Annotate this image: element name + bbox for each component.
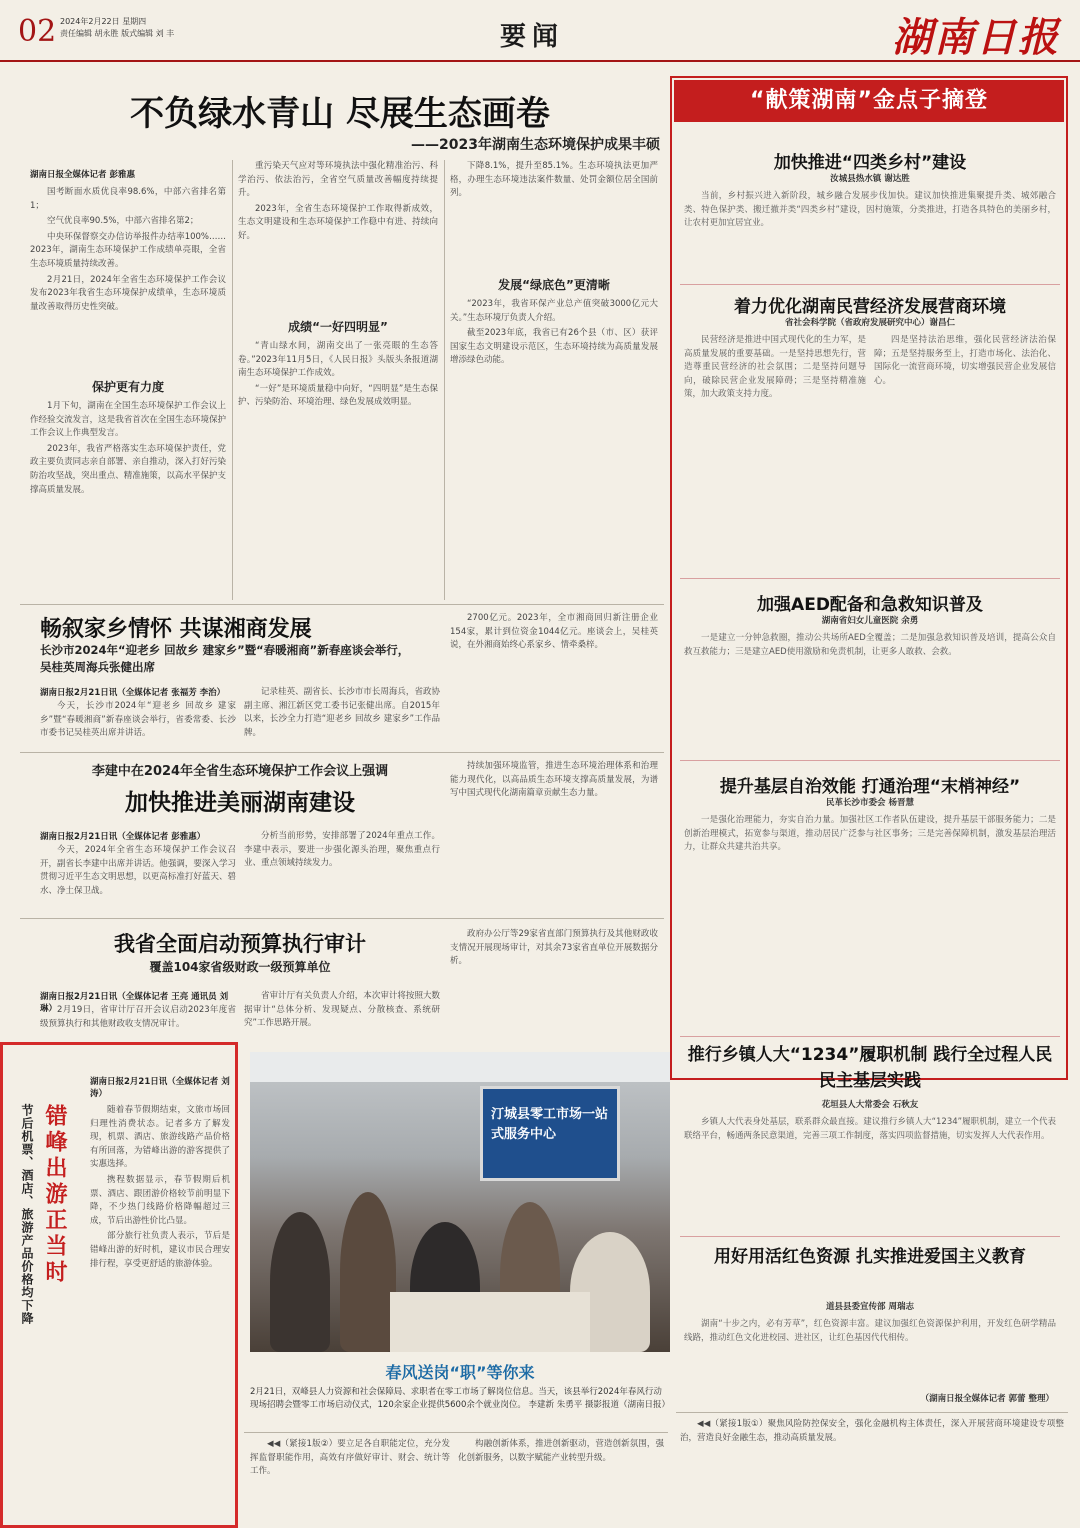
story4-col3 xyxy=(450,928,658,1038)
lead-col1b xyxy=(30,400,226,590)
story3-para: 分析当前形势，安排部署了2024年重点工作。李建中表示，要进一步强化源头治理，聚焦重点行业、重点领域持续发力。 xyxy=(244,831,440,869)
proposal-divider xyxy=(680,284,1060,285)
sidebar-para: 部分旅行社负责人表示，节后是错峰出游的好时机，建议市民合理安排行程，享受更舒适的旅游体验。 xyxy=(90,1231,230,1269)
story4-para: 省审计厅有关负责人介绍，本次审计将按照大数据审计“总体分析、发现疑点、分散核查、系统研究”工作思路开展。 xyxy=(244,991,440,1029)
bottom-mid-col1 xyxy=(250,1438,450,1520)
section-name: 要闻 xyxy=(500,22,565,52)
proposal-title: 用好用活红色资源 扎实推进爱国主义教育 xyxy=(714,1247,1026,1267)
story3-kicker: 李建中在2024年全省生态环境保护工作会议上强调 xyxy=(91,764,389,779)
proposal-para: 民营经济是推进中国式现代化的生力军，是高质量发展的重要基础。一是坚持思想先行，营造尊重民营经济的社会氛围；二是坚持问题导向，破除民营企业发展障碍；三是坚持精准施策，加大政策支持力度。 xyxy=(684,335,866,400)
proposal-divider xyxy=(680,760,1060,761)
lead-para: 重污染天气应对等环境执法中强化精准治污、科学治污、依法治污，全省空气质量改善幅度持续提升。 xyxy=(238,161,438,199)
story3-col3 xyxy=(450,760,658,910)
proposal-text xyxy=(684,632,1056,742)
story2-para: 记录桂英、副省长、长沙市市长周海兵，省政协副主席、湘江新区党工委书记张健出席。自2015年以来，长沙全力打造“迎老乡 回故乡 建家乡”工作品牌。 xyxy=(244,687,440,738)
lead-para: 截至2023年底，我省已有26个县（市、区）获评国家生态文明建设示范区，生态环境持续为高质量发展增添绿色动能。 xyxy=(450,328,658,366)
story2-col1 xyxy=(40,700,236,746)
proposal-author: 省社会科学院（省政府发展研究中心）谢昌仁 xyxy=(784,318,955,328)
masthead xyxy=(0,0,1080,62)
lead-para: “一好”是环境质量稳中向好，“四明显”是生态保护、污染防治、环境治理、绿色发展成效明显。 xyxy=(238,383,438,408)
story3-col2 xyxy=(244,830,440,910)
lead-para: 1月下旬，湖南在全国生态环境保护工作会议上作经验交流发言，这是我省首次在全国生态环境保护工作会议上作典型发言。 xyxy=(30,401,226,439)
sidebar-subtitle: 节后机票、酒店、旅游产品价格均下降 xyxy=(20,1104,34,1325)
story2-col3 xyxy=(450,612,658,746)
lead-para: “2023年，我省环保产业总产值突破3000亿元大关。”生态环境厅负责人介绍。 xyxy=(450,299,658,323)
lead-col2b xyxy=(238,340,438,590)
lead-subhead-2: 成绩“一好四明显” xyxy=(288,320,388,334)
bottom-mid-para: 构融创新体系，推进创新驱动，营造创新氛围，强化创新服务，以数字赋能产业转型升级。 xyxy=(458,1439,664,1463)
proposal-text xyxy=(684,334,866,574)
bottom-mid-para: ◀◀（紧接1版②）要立足各自职能定位，充分发挥监督职能作用，高效有序做好审计、财会、统计等工作。 xyxy=(250,1439,450,1477)
proposal-para: 四是坚持法治思维，强化民营经济法治保障；五是坚持服务至上，打造市场化、法治化、国际化一流营商环境，切实增强民营企业发展信心。 xyxy=(874,335,1056,386)
lead-col1 xyxy=(30,186,226,366)
proposal-para: 湖南“十步之内，必有芳草”，红色资源丰富。建议加强红色资源保护利用，开发红色研学精品线路，推动红色文化进校园、进社区，让红色基因代代相传。 xyxy=(684,1319,1056,1343)
proposal-author: 汝城县热水镇 谢达胜 xyxy=(830,174,910,184)
page-number: 02 xyxy=(18,14,57,49)
lead-para: 空气优良率90.5%，中部六省排名第2； xyxy=(47,216,199,227)
photo-sign-text: 汀城县零工市场一站式服务中心 xyxy=(491,1107,609,1142)
story4-para: 政府办公厅等29家省直部门预算执行及其他财政收支情况开展现场审计，对其余73家省直单位开展数据分析。 xyxy=(450,929,658,967)
lead-subhead-3: 发展“绿底色”更清晰 xyxy=(498,278,610,292)
lead-title: 不负绿水青山 尽展生态画卷 xyxy=(130,94,550,134)
sidebar-para: 携程数据显示，春节假期后机票、酒店、跟团游价格较节前明显下降，不少热门线路价格降幅超过三成，节后出游性价比凸显。 xyxy=(90,1174,230,1226)
lead-para: 2023年，我省严格落实生态环境保护责任，党政主要负责同志亲自部署、亲自推动，深入打好污染防治攻坚战，突出重点、精准施策，以高水平保护支撑高质量发展。 xyxy=(30,443,226,495)
story-divider xyxy=(676,1412,1068,1413)
proposal-divider xyxy=(680,1036,1060,1037)
photo-table xyxy=(390,1292,590,1352)
proposal-para: 当前，乡村振兴进入新阶段，城乡融合发展步伐加快。建议加快推进集聚提升类、城郊融合类、特色保护类、搬迁撤并类“四类乡村”建设，因村施策，分类推进，打造各具特色的美丽乡村，让农村更加宜居宜业。 xyxy=(684,191,1056,229)
sidebar-text xyxy=(90,1104,230,1520)
story-divider xyxy=(20,918,664,919)
proposal-author: 湖南省妇女儿童医院 余勇 xyxy=(821,616,919,626)
proposal-divider xyxy=(680,1236,1060,1237)
story3-col1 xyxy=(40,844,236,910)
lead-byline: 湖南日报全媒体记者 彭雅惠 xyxy=(30,170,135,180)
lead-para: “青山绿水间，湖南交出了一张亮眼的生态答卷。”2023年11月5日，《人民日报》头版头条报道湖南生态环境保护工作成效。 xyxy=(238,341,438,379)
story4-col1 xyxy=(40,1004,236,1038)
proposal-text xyxy=(874,334,1056,574)
story2-para: 2700亿元。2023年，全市湘商回归新注册企业154家，累计到位资金1044亿元。座谈会上，吴桂英说，在外湘商始终心系家乡、情牵桑梓。 xyxy=(450,613,658,651)
photo-caption-title: 春风送岗“职”等你来 xyxy=(385,1363,535,1382)
lead-subhead-1: 保护更有力度 xyxy=(91,380,164,394)
story3-byline: 湖南日报2月21日讯（全媒体记者 彭雅惠） xyxy=(40,832,206,842)
proposal-text xyxy=(684,1116,1056,1212)
story3-title: 加快推进美丽湖南建设 xyxy=(125,790,355,816)
proposal-text xyxy=(684,814,1056,1034)
lead-col3b xyxy=(450,298,658,598)
lead-para: 2月21日，2024年全省生态环境保护工作会议发布2023年我省生态环境保护成绩单，生态环境质量改善取得历史性突破。 xyxy=(30,274,226,312)
story3-para: 持续加强环境监管，推进生态环境治理体系和治理能力现代化，以高品质生态环境支撑高质量发展，为谱写中国式现代化湖南篇章贡献生态力量。 xyxy=(450,761,658,799)
editors-line: 责任编辑 胡永胜 版式编辑 刘 丰 xyxy=(60,29,175,38)
proposal-title: 加快推进“四类乡村”建设 xyxy=(773,153,967,173)
lead-para: 中央环保督察交办信访举报件办结率100%……2023年，湖南生态环境保护工作成绩单亮眼，全省生态环境质量持续改善。 xyxy=(30,231,226,269)
photo-person xyxy=(340,1192,396,1352)
lead-subtitle: ——2023年湖南生态环境保护成果丰硕 xyxy=(411,137,660,153)
bottom-mid-col2 xyxy=(458,1438,664,1520)
story2-byline: 湖南日报2月21日讯（全媒体记者 张福芳 李治） xyxy=(40,688,226,698)
story4-col2 xyxy=(244,990,440,1038)
issue-weekday: 星期四 xyxy=(122,17,147,26)
story4-subtitle: 覆盖104家省级财政一级预算单位 xyxy=(149,960,331,974)
story4-title: 我省全面启动预算执行审计 xyxy=(114,932,366,956)
right-bottom-para: ◀◀（紧接1版①）聚焦风险防控保安全，强化金融机构主体责任，深入开展营商环境建设专项整治，营造良好金融生态，推动高质量发展。 xyxy=(680,1419,1064,1443)
news-photo xyxy=(250,1052,670,1352)
proposal-text xyxy=(684,1318,1056,1378)
lead-col3 xyxy=(450,160,658,260)
lead-para: 国考断面水质优良率98.6%，中部六省排名第1； xyxy=(30,187,226,211)
sidebar-para: 随着春节假期结束，文旅市场回归理性消费状态。记者多方了解发现，机票、酒店、旅游线路产品价格有所回落，为错峰出游的游客提供了实惠选择。 xyxy=(90,1105,230,1170)
photo-ceiling xyxy=(250,1052,670,1082)
photo-caption: 2月21日，双峰县人力资源和社会保障局、求职者在零工市场了解岗位信息。当天，该县举行2024年春风行动现场招聘会暨零工市场启动仪式，120余家企业提供5600余个就业岗位。 李建新 朱勇平 摄影报道（湖南日报） xyxy=(250,1387,670,1410)
proposal-para: 一是建立一分钟急救圈，推动公共场所AED全覆盖；二是加强急救知识普及培训，提高公众自救互救能力；三是建立AED使用激励和免责机制，让更多人敢救、会救。 xyxy=(684,633,1056,657)
sidebar-title: 错峰出游正当时 xyxy=(42,1104,67,1286)
paper-logo: 湖南日报 xyxy=(892,14,1060,61)
proposal-text xyxy=(684,190,1056,280)
story-divider xyxy=(244,1432,668,1433)
story3-para: 今天，2024年全省生态环境保护工作会议召开，副省长李建中出席并讲话。他强调，要深入学习贯彻习近平生态文明思想，以更高标准打好蓝天、碧水、净土保卫战。 xyxy=(40,845,236,896)
proposals-footer-note: （湖南日报全媒体记者 郭蕾 整理） xyxy=(920,1394,1054,1404)
column-divider xyxy=(444,160,445,600)
proposal-author: 民革长沙市委会 杨晋慧 xyxy=(826,798,914,808)
proposal-title: 推行乡镇人大“1234”履职机制 践行全过程人民民主基层实践 xyxy=(687,1045,1053,1091)
right-bottom-text xyxy=(680,1418,1064,1520)
photo-sign xyxy=(480,1086,620,1181)
lead-para: 2023年，全省生态环境保护工作取得新成效，生态文明建设和生态环境保护工作稳中有进、持续向好。 xyxy=(238,203,438,241)
story4-byline: 湖南日报2月21日讯（全媒体记者 王亮 通讯员 刘琳） xyxy=(40,992,229,1014)
story2-subtitle: 长沙市2024年“迎老乡 回故乡 建家乡”暨“春暖湘商”新春座谈会举行，吴桂英周海兵张健出席 xyxy=(40,643,410,674)
proposal-title: 提升基层自治效能 打通治理“末梢神经” xyxy=(719,777,1021,797)
story4-para: 2月19日，省审计厅召开会议启动2023年度省级预算执行和其他财政收支情况审计。 xyxy=(40,1005,236,1029)
masthead-meta xyxy=(60,16,174,40)
proposal-para: 乡镇人大代表身处基层，联系群众最直接。建议推行乡镇人大“1234”履职机制，建立一个代表联络平台，畅通两条民意渠道，完善三项工作制度，落实四项监督措施，切实发挥人大代表作用。 xyxy=(684,1117,1056,1141)
issue-date: 2024年2月22日 xyxy=(60,17,120,26)
proposals-banner: “献策湖南”金点子摘登 xyxy=(674,80,1064,122)
proposal-author: 花垣县人大常委会 石秋友 xyxy=(821,1100,919,1110)
column-divider xyxy=(232,160,233,600)
story-divider xyxy=(20,752,664,753)
lead-para: 下降8.1%，提升至85.1%。生态环境执法更加严格，办理生态环境违法案件数量、处罚金额位居全国前列。 xyxy=(450,161,658,199)
photo-person xyxy=(270,1212,330,1352)
proposal-author: 道县县委宣传部 周瑞志 xyxy=(826,1302,914,1312)
lead-col2 xyxy=(238,160,438,300)
story2-para: 今天，长沙市2024年“迎老乡 回故乡 建家乡”暨“春暖湘商”新春座谈会举行，省委常委、长沙市委书记吴桂英出席并讲话。 xyxy=(40,701,236,739)
story2-title: 畅叙家乡情怀 共谋湘商发展 xyxy=(40,617,312,642)
sidebar-byline: 湖南日报2月21日讯（全媒体记者 刘涛） xyxy=(90,1077,230,1099)
story-divider xyxy=(20,604,664,605)
proposal-para: 一是强化治理能力，夯实自治力量。加强社区工作者队伍建设，提升基层干部服务能力；二是创新治理模式，拓宽参与渠道，推动居民广泛参与社区事务；三是完善保障机制，激发基层治理活力，让群众共建共治共享。 xyxy=(684,815,1056,853)
proposal-title: 着力优化湖南民营经济发展营商环境 xyxy=(734,297,1006,317)
proposal-divider xyxy=(680,578,1060,579)
proposal-title: 加强AED配备和急救知识普及 xyxy=(757,595,983,615)
story2-col2 xyxy=(244,686,440,746)
